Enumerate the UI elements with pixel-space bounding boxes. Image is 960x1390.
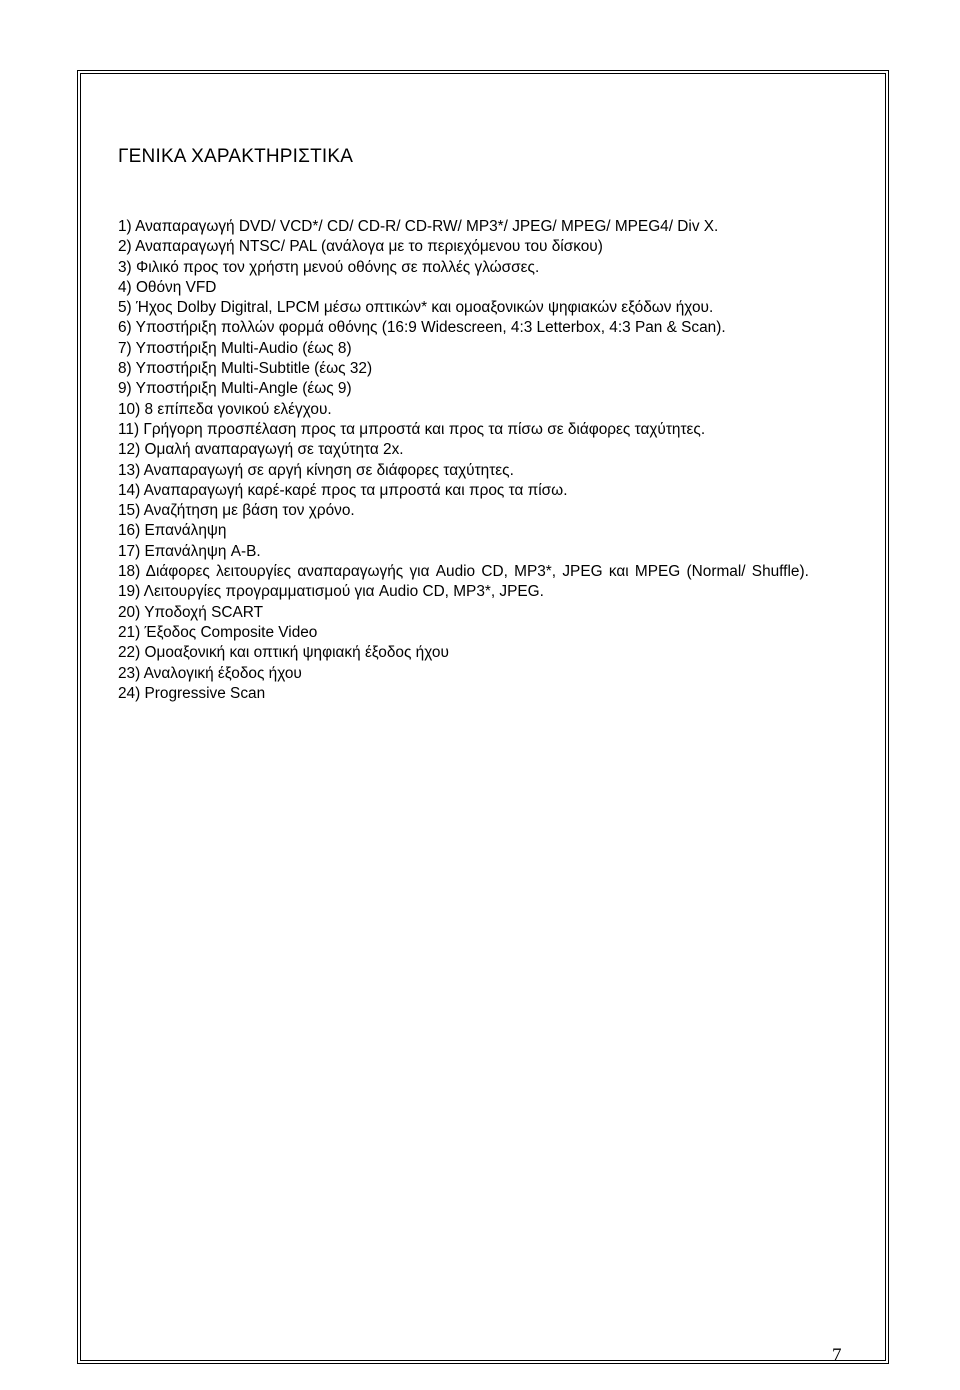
feature-item: 22) Ομοαξονική και οπτική ψηφιακή έξοδος ήχου	[118, 644, 449, 662]
feature-item: 3) Φιλικό προς τον χρήστη μενού οθόνης σε πολλές γλώσσες.	[118, 258, 540, 276]
feature-item: 5) Ήχος Dolby Digitral, LPCM μέσω οπτικών* και ομοαξονικών ψηφιακών εξόδων ήχου.	[118, 299, 714, 317]
feature-item: 15) Αναζήτηση με βάση τον χρόνο.	[118, 502, 355, 520]
feature-item: 10) 8 επίπεδα γονικού ελέγχου.	[118, 400, 332, 418]
page-number: 7	[832, 1345, 842, 1366]
feature-item: 23) Αναλογική έξοδος ήχου	[118, 664, 302, 682]
features-list	[118, 217, 846, 704]
feature-item: 21) Έξοδος Composite Video	[118, 623, 318, 641]
feature-item: 13) Αναπαραγωγή σε αργή κίνηση σε διάφορες ταχύτητες.	[118, 461, 514, 479]
feature-item: 9) Υποστήριξη Multi-Angle (έως 9)	[118, 380, 352, 398]
feature-item: 2) Αναπαραγωγή NTSC/ PAL (ανάλογα με το περιεχόμενου του δίσκου)	[118, 238, 603, 256]
section-heading: ΓΕΝΙΚΑ ΧΑΡΑΚΤΗΡΙΣΤΙΚΑ	[118, 146, 354, 167]
feature-item: 19) Λειτουργίες προγραμματισμού για Audio CD, MP3*, JPEG.	[118, 583, 544, 601]
feature-item: 7) Υποστήριξη Multi-Audio (έως 8)	[118, 339, 352, 357]
feature-item: 11) Γρήγορη προσπέλαση προς τα μπροστά και προς τα πίσω σε διάφορες ταχύτητες.	[118, 420, 706, 438]
feature-item: 12) Ομαλή αναπαραγωγή σε ταχύτητα 2x.	[118, 441, 404, 459]
feature-item: 8) Υποστήριξη Multi-Subtitle (έως 32)	[118, 360, 373, 378]
feature-item: 4) Οθόνη VFD	[118, 278, 217, 296]
feature-item: 6) Υποστήριξη πολλών φορμά οθόνης (16:9 Widescreen, 4:3 Letterbox, 4:3 Pan & Scan).	[118, 319, 726, 337]
feature-item: 20) Υποδοχή SCART	[118, 603, 263, 621]
feature-item: 1) Αναπαραγωγή DVD/ VCD*/ CD/ CD-R/ CD-RW/ MP3*/ JPEG/ MPEG/ MPEG4/ Div X.	[118, 218, 719, 235]
feature-item: 16) Επανάληψη	[118, 522, 227, 540]
feature-item: 24) Progressive Scan	[118, 684, 266, 702]
feature-item: 17) Επανάληψη A-B.	[118, 542, 261, 560]
feature-item: 14) Αναπαραγωγή καρέ-καρέ προς τα μπροστά και προς τα πίσω.	[118, 481, 568, 499]
feature-item: 18) Διάφορες λειτουργίες αναπαραγωγής για Audio CD, MP3*, JPEG και MPEG (Normal/ Shuffle).	[118, 563, 809, 581]
